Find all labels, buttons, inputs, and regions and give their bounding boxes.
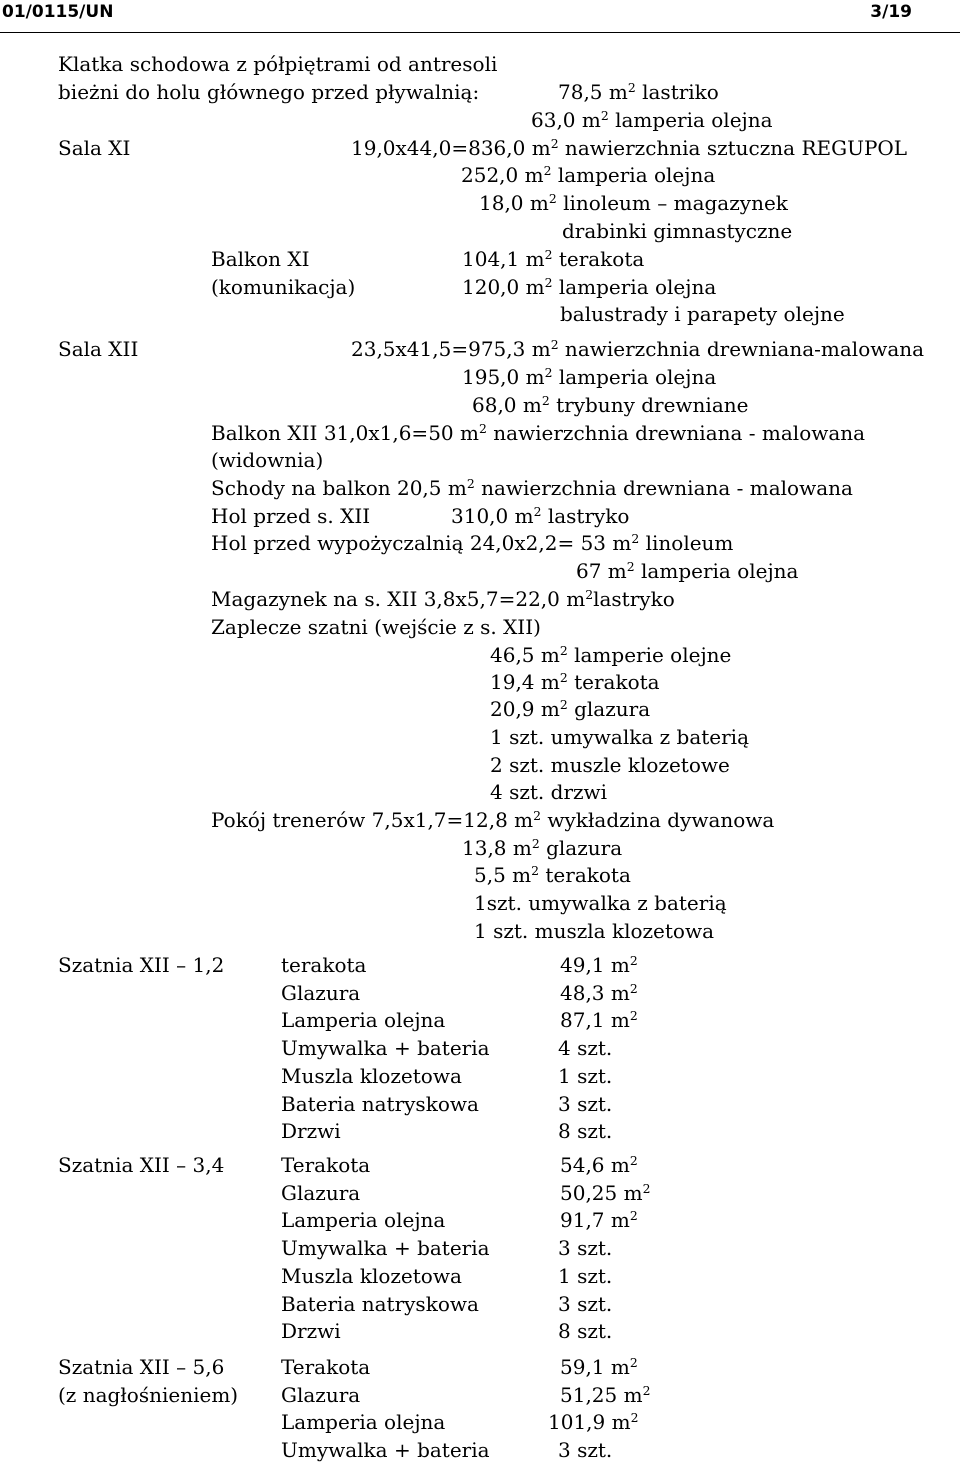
text-line: 1szt. umywalka z baterią — [474, 891, 727, 915]
szatnia-item: Muszla klozetowa — [281, 1064, 462, 1088]
szatnia-item: Glazura — [281, 1383, 361, 1407]
text-line: 46,5 $m^2$ lamperie olejne — [490, 643, 732, 667]
szatnia-item: Drzwi — [281, 1119, 341, 1143]
text-line: (widownia) — [211, 448, 324, 472]
text-line: 4 szt. drzwi — [490, 780, 608, 804]
szatnia-item: Bateria natryskowa — [281, 1092, 479, 1116]
text-line: 310,0 $m^2$ lastryko — [451, 504, 630, 528]
szatnia-item: Bateria natryskowa — [281, 1292, 479, 1316]
text-line: 2 szt. muszle klozetowe — [490, 753, 730, 777]
szatnia-value: 59,1 $m^2$ — [560, 1355, 638, 1379]
szatnia-item: Umywalka + bateria — [281, 1036, 490, 1060]
szatnia-value: 4 szt. — [558, 1036, 613, 1060]
szatnia-value: 3 szt. — [558, 1092, 613, 1116]
text-line: Sala XI — [58, 136, 131, 160]
szatnia-value: 50,25 $m^2$ — [560, 1181, 651, 1205]
text-line: 20,9 $m^2$ glazura — [490, 697, 651, 721]
szatnia-item: terakota — [281, 953, 367, 977]
text-line: Klatka schodowa z półpiętrami od antresoli — [58, 52, 498, 76]
text-line: balustrady i parapety olejne — [560, 302, 845, 326]
text-line: Balkon XI — [211, 247, 310, 271]
text-line: 63,0 $m^2$ lamperia olejna — [531, 108, 773, 132]
text-line: 18,0 $m^2$ linoleum – magazynek — [479, 191, 788, 215]
text-line: 252,0 $m^2$ lamperia olejna — [461, 163, 716, 187]
text-line: Hol przed s. XII — [211, 504, 371, 528]
text-line: Hol przed wypożyczalnią 24,0x2,2= 53 $m^2$ linoleum — [211, 531, 734, 555]
szatnia-item: Terakota — [281, 1355, 371, 1379]
szatnia-item: Terakota — [281, 1153, 371, 1177]
document-id: 01/0115/UN — [2, 2, 114, 22]
szatnia-item: Lamperia olejna — [281, 1208, 446, 1232]
text-line: 5,5 $m^2$ terakota — [474, 863, 631, 887]
szatnia-value: 1 szt. — [558, 1264, 613, 1288]
szatnia-value: 8 szt. — [558, 1119, 613, 1143]
text-line: Sala XII — [58, 337, 139, 361]
szatnia-value: 8 szt. — [558, 1319, 613, 1343]
text-line: 78,5 $m^2$ lastriko — [558, 80, 719, 104]
szatnia-item: Lamperia olejna — [281, 1410, 446, 1434]
header-rule — [0, 32, 960, 33]
szatnia-item: Umywalka + bateria — [281, 1236, 490, 1260]
text-line: 120,0 $m^2$ lamperia olejna — [462, 275, 717, 299]
szatnia-value: 91,7 $m^2$ — [560, 1208, 638, 1232]
text-line: Zaplecze szatni (wejście z s. XII) — [211, 615, 541, 639]
text-line: (komunikacja) — [211, 275, 356, 299]
text-line: 13,8 $m^2$ glazura — [462, 836, 623, 860]
szatnia-value: 3 szt. — [558, 1438, 613, 1462]
text-line: 68,0 $m^2$ trybuny drewniane — [472, 393, 749, 417]
szatnia-value: 87,1 $m^2$ — [560, 1008, 638, 1032]
szatnia-item: Glazura — [281, 1181, 361, 1205]
text-line: drabinki gimnastyczne — [562, 219, 793, 243]
szatnia-item: Lamperia olejna — [281, 1008, 446, 1032]
text-line: 19,4 $m^2$ terakota — [490, 670, 660, 694]
szatnia-item: Glazura — [281, 981, 361, 1005]
szatnia-item: Drzwi — [281, 1319, 341, 1343]
text-line: 1 szt. umywalka z baterią — [490, 725, 749, 749]
text-line: Magazynek na s. XII 3,8x5,7=22,0 $m^2lastryko$ — [211, 587, 675, 611]
text-line: 195,0 $m^2$ lamperia olejna — [462, 365, 717, 389]
szatnia-item: Muszla klozetowa — [281, 1264, 462, 1288]
szatnia-value: 48,3 $m^2$ — [560, 981, 638, 1005]
szatnia-value: 49,1 $m^2$ — [560, 953, 638, 977]
text-line: 104,1 $m^2$ terakota — [462, 247, 645, 271]
szatnia-value: 101,9 $m^2$ — [548, 1410, 639, 1434]
text-line: 1 szt. muszla klozetowa — [474, 919, 715, 943]
page-number: 3/19 — [870, 2, 912, 22]
szatnia-sublabel: (z nagłośnieniem) — [58, 1382, 239, 1407]
szatnia-label: Szatnia XII – 5,6 — [58, 1355, 225, 1379]
szatnia-value: 54,6 $m^2$ — [560, 1153, 638, 1177]
szatnia-value: 3 szt. — [558, 1292, 613, 1316]
text-line: Schody na balkon 20,5 $m^2$ nawierzchnia drewniana - malowana — [211, 476, 853, 500]
szatnia-value: 51,25 $m^2$ — [560, 1383, 651, 1407]
text-line: 19,0x44,0=836,0 $m^2$ nawierzchnia sztuczna REGUPOL — [351, 136, 908, 160]
szatnia-label: Szatnia XII – 3,4 — [58, 1153, 225, 1177]
text-line: Pokój trenerów 7,5x1,7=12,8 $m^2$ wykładzina dywanowa — [211, 808, 775, 832]
text-line: bieżni do holu głównego przed pływalnią: — [58, 80, 480, 104]
szatnia-value: 3 szt. — [558, 1236, 613, 1260]
text-line: 67 $m^2$ lamperia olejna — [576, 559, 799, 583]
szatnia-label: Szatnia XII – 1,2 — [58, 953, 225, 977]
text-line: 23,5x41,5=975,3 $m^2$ nawierzchnia drewniana-malowana — [351, 337, 925, 361]
szatnia-item: Umywalka + bateria — [281, 1438, 490, 1462]
text-line: Balkon XII 31,0x1,6=50 $m^2$ nawierzchnia drewniana - malowana — [211, 421, 866, 445]
szatnia-value: 1 szt. — [558, 1064, 613, 1088]
